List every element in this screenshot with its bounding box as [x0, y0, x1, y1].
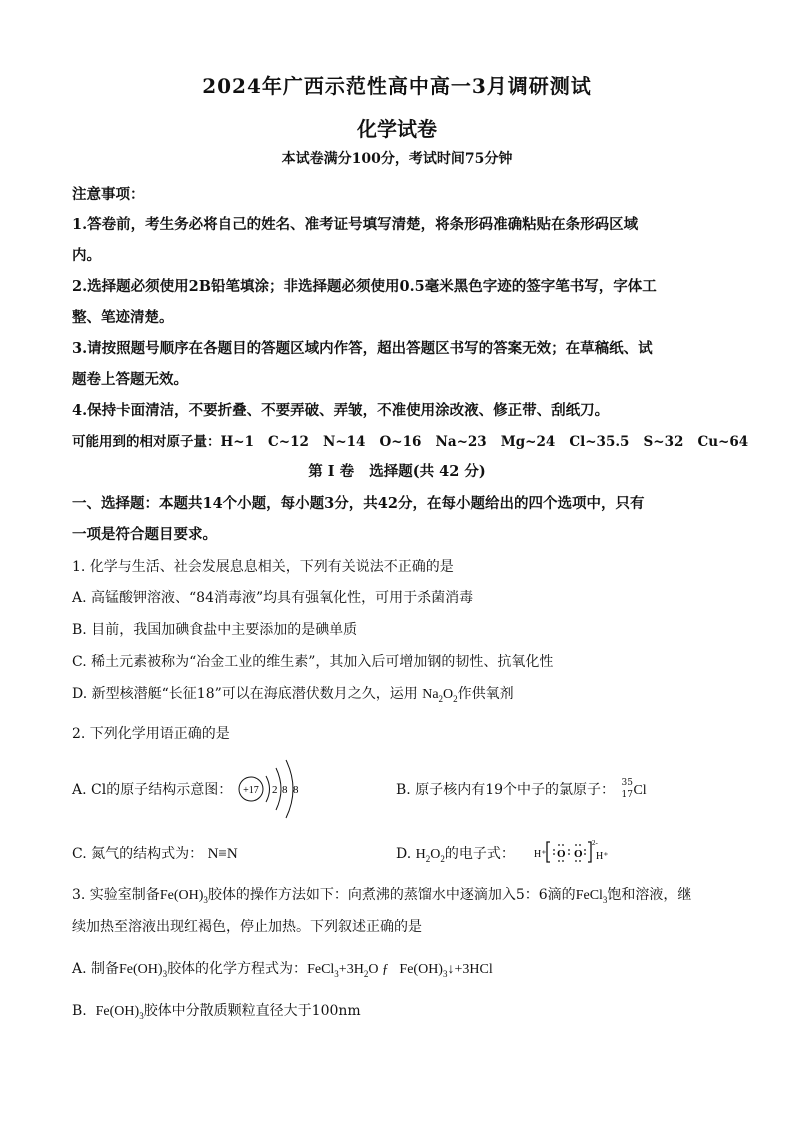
- notice-item-2b: 整、笔迹清楚。: [72, 309, 174, 326]
- h2o2-sub2: 2: [440, 853, 445, 864]
- oxygen-1: O: [557, 848, 566, 860]
- q3-fecl-sub: 3: [602, 894, 608, 905]
- q3-a-eq-hcl: ↓+3HCl: [447, 962, 493, 977]
- q3-stem-pre: 3. 实验室制备: [72, 887, 160, 903]
- notice-item-1a: 1.答卷前，考生务必将自己的姓名、准考证号填写清楚，将条形码准确粘贴在条形码区域: [72, 216, 639, 233]
- q1-d-text-pre: D. 新型核潜艇“长征18”可以在海底潜伏数月之久，运用: [72, 686, 418, 702]
- q1-option-d: [72, 683, 724, 703]
- q3-a-pre: A. 制备: [72, 961, 120, 977]
- subject-title: 化学试卷: [357, 117, 437, 141]
- q2-option-d: [396, 843, 515, 863]
- q3-option-a: [72, 958, 724, 978]
- h2o2-o: O: [430, 847, 441, 862]
- q3-b-feoh3: [96, 1004, 144, 1019]
- q1-option-a: A. 高锰酸钾溶液、“84消毒液”均具有强氧化性，可用于杀菌消毒: [72, 590, 474, 606]
- bracket-right: [588, 842, 591, 862]
- q3-a-eq-sub2: 2: [363, 968, 369, 979]
- q3-option-b: [72, 1000, 724, 1020]
- exam-title: 2024年广西示范性高中高一3月调研测试: [202, 74, 592, 98]
- q2-b-text: B. 原子核内有19个中子的氯原子：: [396, 782, 616, 798]
- q3-feoh3: [160, 888, 208, 903]
- h-plus-left: H⁺: [534, 849, 547, 860]
- shell-count-3: 8: [293, 784, 299, 796]
- atomic-masses: 可能用到的相对原子量：H~1 C~12 N~14 O~16 Na~23 Mg~24 Cl~35.5 S~32 Cu~64: [72, 434, 749, 450]
- ion-charge: 2-: [592, 839, 598, 847]
- h2o2-h: H: [415, 847, 426, 862]
- q1-d-text-post: 作供氧剂: [457, 686, 514, 702]
- q3-a-equation: [307, 962, 493, 977]
- q1-d-na: Na: [422, 687, 439, 702]
- q3-a-eq-sub1: 3: [334, 968, 339, 979]
- notice-item-1b: 内。: [72, 247, 101, 264]
- isotope-symbol: Cl: [633, 783, 647, 798]
- q1-option-c: C. 稀土元素被称为“冶金工业的维生素”，其加入后可增加钢的韧性、抗氧化性: [72, 654, 554, 670]
- q1-option-b: B. 目前，我国加碘食盐中主要添加的是碘单质: [72, 622, 358, 638]
- q3-a-eq-o-feoh: O ƒ Fe(OH): [368, 962, 443, 977]
- h2o2-electron-formula-diagram: [534, 836, 616, 866]
- q2-option-c: [72, 843, 238, 863]
- q3-a-feoh: Fe(OH): [119, 962, 163, 977]
- q2-d-label: D.: [396, 846, 416, 862]
- notice-item-3b: 题卷上答题无效。: [72, 371, 188, 388]
- section-heading: 第 I 卷 选择题(共 42 分): [308, 463, 486, 480]
- bracket-left: [547, 842, 550, 862]
- q2-c-text: C. 氮气的结构式为：: [72, 846, 204, 862]
- q3-a-mid: 胶体的化学方程式为：: [167, 961, 308, 977]
- q1-d-o: O: [443, 687, 454, 702]
- q1-d-formula: [422, 687, 457, 702]
- h-plus-right: H⁺: [596, 851, 609, 862]
- section-intro-1: 一、选择题：本题共14个小题，每小题3分，共42分，在每小题给出的四个选项中，只有: [72, 495, 645, 512]
- nucleus-charge: +17: [243, 785, 259, 796]
- chlorine-isotope: [619, 780, 633, 800]
- q3-fecl3: [576, 888, 608, 903]
- q3-b-feoh-sub: 3: [139, 1010, 144, 1021]
- q2-d-text: 的电子式：: [444, 846, 515, 862]
- q3-a-eq-h: +3H: [338, 962, 364, 977]
- q1-d-sub1: 2: [438, 693, 444, 704]
- notice-heading: 注意事项：: [72, 186, 145, 203]
- q2-option-a: A. Cl的原子结构示意图：: [72, 782, 233, 798]
- q3-stem-post: 饱和溶液，继: [607, 887, 692, 903]
- shell-count-2: 8: [282, 784, 288, 796]
- notice-item-4: 4.保持卡面清洁，不要折叠、不要弄破、弄皱，不准使用涂改液、修正带、刮纸刀。: [72, 402, 610, 419]
- q3-b-feoh: Fe(OH): [95, 1004, 140, 1019]
- q1-d-sub2: 2: [453, 693, 458, 704]
- q3-b-post: 胶体中分散质颗粒直径大于100nm: [143, 1003, 361, 1019]
- h2o2-sub1: 2: [425, 853, 431, 864]
- q3-feoh-sub: 3: [203, 894, 208, 905]
- q3-a-eq-sub3: 3: [442, 968, 448, 979]
- q3-stem-line1: [72, 884, 724, 904]
- q3-fecl: FeCl: [575, 888, 603, 903]
- q2-option-b: [396, 779, 647, 800]
- q1-stem: 1. 化学与生活、社会发展息息相关，下列有关说法不正确的是: [72, 559, 454, 575]
- q3-stem-line2: 续加热至溶液出现红褐色，停止加热。下列叙述正确的是: [72, 919, 422, 935]
- notice-item-3a: 3.请按照题号顺序在各题目的答题区域内作答，超出答题区书写的答案无效；在草稿纸、试: [72, 340, 653, 357]
- q2-stem: 2. 下列化学用语正确的是: [72, 726, 230, 742]
- q3-a-feoh3: [119, 962, 167, 977]
- shell-count-1: 2: [272, 784, 278, 796]
- q3-stem-mid: 胶体的操作方法如下：向煮沸的蒸馏水中逐滴加入5：6滴的: [207, 887, 576, 903]
- chlorine-atom-structure-diagram: [236, 754, 308, 824]
- h2o2-formula: [416, 847, 445, 862]
- isotope-atomic-number: 17: [621, 790, 633, 800]
- oxygen-2: O: [574, 848, 583, 860]
- q3-b-pre: B.: [72, 1003, 96, 1019]
- electron-shell-1: [266, 776, 270, 802]
- nitrogen-structural-formula: N≡N: [207, 846, 238, 862]
- q3-a-eq-fecl: FeCl: [307, 962, 335, 977]
- exam-info: 本试卷满分100分，考试时间75分钟: [281, 151, 513, 167]
- isotope-mass-number: 35: [621, 778, 633, 788]
- notice-item-2a: 2.选择题必须使用2B铅笔填涂；非选择题必须使用0.5毫米黑色字迹的签字笔书写，字体工: [72, 278, 657, 295]
- q3-a-feoh-sub: 3: [162, 968, 168, 979]
- q3-feoh: Fe(OH): [159, 888, 204, 903]
- section-intro-2: 一项是符合题目要求。: [72, 526, 217, 543]
